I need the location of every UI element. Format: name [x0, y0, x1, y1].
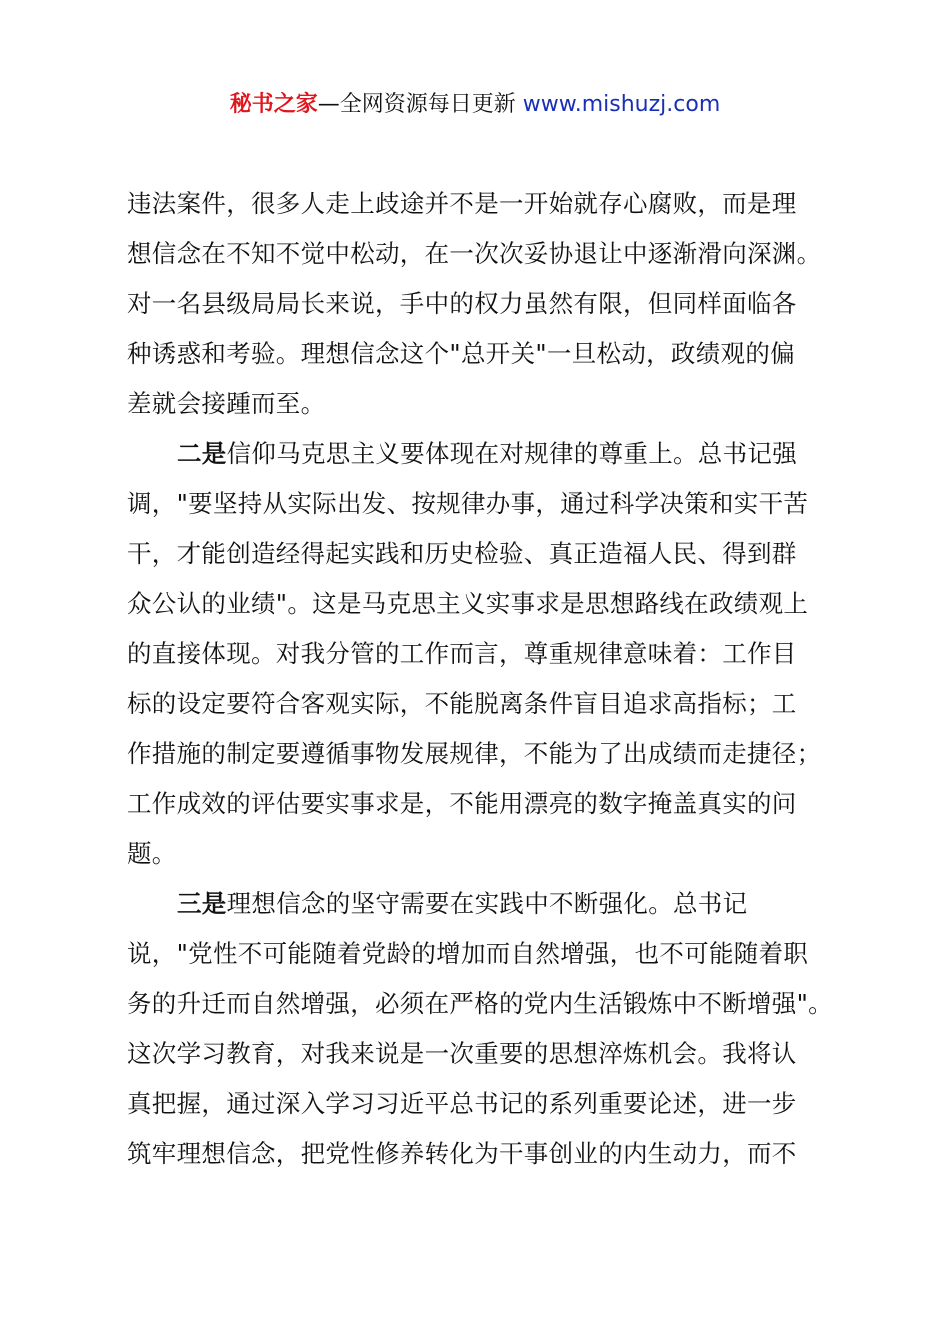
- text-line: 工作成效的评估要实事求是，不能用漂亮的数字掩盖真实的问: [127, 789, 797, 818]
- paragraph-first-line: [127, 879, 832, 929]
- text-line: 的直接体现。对我分管的工作而言，尊重规律意味着：工作目: [127, 639, 797, 668]
- text-line: 对一名县级局局长来说，手中的权力虽然有限，但同样面临各: [127, 289, 797, 318]
- text-line: 这次学习教育，对我来说是一次重要的思想淬炼机会。我将认: [127, 1039, 797, 1068]
- text-line: 种诱惑和考验。理想信念这个"总开关"一旦松动，政绩观的偏: [127, 339, 795, 368]
- text-line: 筑牢理想信念，把党性修养转化为干事创业的内生动力，而不: [127, 1139, 797, 1168]
- text-line: 务的升迁而自然增强，必须在严格的党内生活锻炼中不断增强"。: [127, 989, 833, 1018]
- paragraph-1: [127, 179, 832, 429]
- text-line: 说，"党性不可能随着党龄的增加而自然增强，也不可能随着职: [127, 939, 809, 968]
- text-line: 众公认的业绩"。这是马克思主义实事求是思想路线在政绩观上: [127, 589, 809, 618]
- document-body: [127, 179, 832, 1179]
- site-url-link[interactable]: www.mishuzj.com: [522, 92, 721, 117]
- header-tagline: —全网资源每日更新: [317, 92, 523, 117]
- page-header: [0, 88, 950, 122]
- text-line: 题。: [127, 839, 177, 868]
- text-line: 标的设定要符合客观实际，不能脱离条件盲目追求高指标；工: [127, 689, 797, 718]
- text-line: 调，"要坚持从实际出发、按规律办事，通过科学决策和实干苦: [127, 489, 809, 518]
- paragraph-3: [127, 879, 832, 1179]
- text-line: 差就会接踵而至。: [127, 389, 326, 418]
- paragraph-2: [127, 429, 832, 879]
- text-line: 违法案件，很多人走上歧途并不是一开始就存心腐败，而是理: [127, 189, 797, 218]
- paragraph-lead: 二是: [177, 439, 227, 468]
- paragraph-first-line: [127, 429, 832, 479]
- text-span: 理想信念的坚守需要在实践中不断强化。总书记: [226, 889, 748, 918]
- text-span: 信仰马克思主义要体现在对规律的尊重上。总书记强: [226, 439, 798, 468]
- text-line: 干，才能创造经得起实践和历史检验、真正造福人民、得到群: [127, 539, 797, 568]
- brand-name: 秘书之家: [229, 92, 318, 117]
- text-line: 真把握，通过深入学习习近平总书记的系列重要论述，进一步: [127, 1089, 797, 1118]
- text-line: 想信念在不知不觉中松动，在一次次妥协退让中逐渐滑向深渊。: [127, 239, 822, 268]
- paragraph-lead: 三是: [177, 889, 227, 918]
- text-line: 作措施的制定要遵循事物发展规律，不能为了出成绩而走捷径；: [127, 739, 822, 768]
